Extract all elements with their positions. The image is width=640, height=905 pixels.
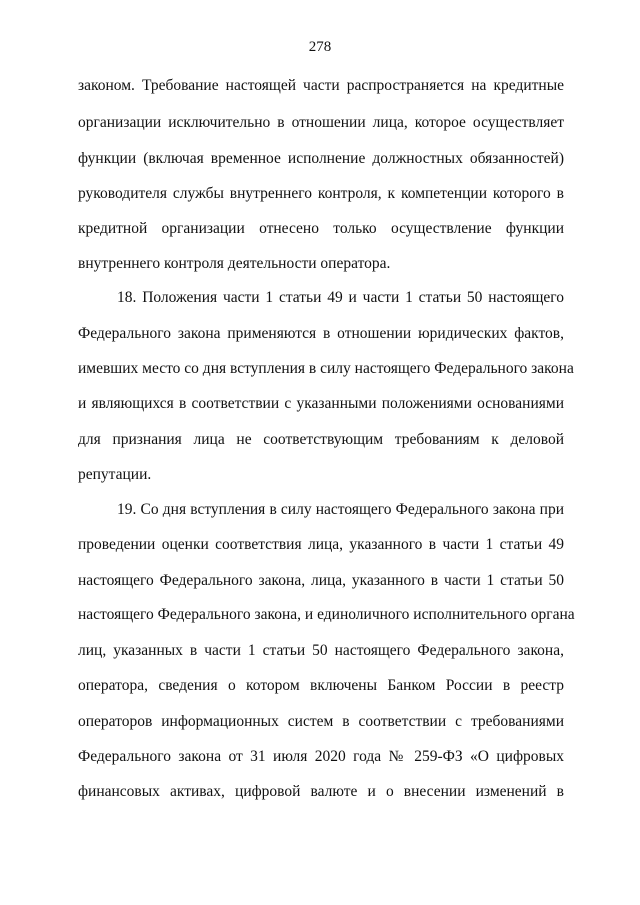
- text-line: организации исключительно в отношении лица, которое осуществляет: [78, 114, 564, 131]
- text-line: проведении оценки соответствия лица, указанного в части 1 статьи 49: [78, 536, 564, 553]
- text-line: законом. Требование настоящей части распространяется на кредитные: [78, 77, 564, 94]
- text-line: финансовых активах, цифровой валюте и о внесении изменений в: [78, 783, 564, 800]
- text-line: функции (включая временное исполнение должностных обязанностей): [78, 150, 564, 167]
- text-line: Федерального закона применяются в отношении юридических фактов,: [78, 325, 564, 342]
- text-line: операторов информационных систем в соответствии с требованиями: [78, 713, 564, 730]
- text-line: для признания лица не соответствующим требованиям к деловой: [78, 431, 564, 448]
- text-line: имевших место со дня вступления в силу настоящего Федерального закона: [78, 360, 574, 377]
- text-line: руководителя службы внутреннего контроля, к компетенции которого в: [78, 185, 564, 202]
- text-line: лиц, указанных в части 1 статьи 50 настоящего Федерального закона,: [78, 642, 564, 659]
- text-line: настоящего Федерального закона, лица, указанного в части 1 статьи 50: [78, 572, 564, 589]
- text-line: и являющихся в соответствии с указанными положениями основаниями: [78, 395, 564, 412]
- paragraph-19-first-line: 19. Со дня вступления в силу настоящего Федерального закона при: [117, 501, 564, 518]
- text-line: внутреннего контроля деятельности оператора.: [78, 255, 391, 272]
- text-line: кредитной организации отнесено только осуществление функции: [78, 220, 564, 237]
- text-line: настоящего Федерального закона, и единоличного исполнительного органа: [78, 606, 575, 623]
- paragraph-18-first-line: 18. Положения части 1 статьи 49 и части 1 статьи 50 настоящего: [117, 289, 564, 306]
- page-number: 278: [308, 39, 332, 55]
- text-line: Федерального закона от 31 июля 2020 года № 259-ФЗ «О цифровых: [78, 748, 564, 765]
- text-line: оператора, сведения о котором включены Банком России в реестр: [78, 677, 564, 694]
- text-line: репутации.: [78, 466, 152, 483]
